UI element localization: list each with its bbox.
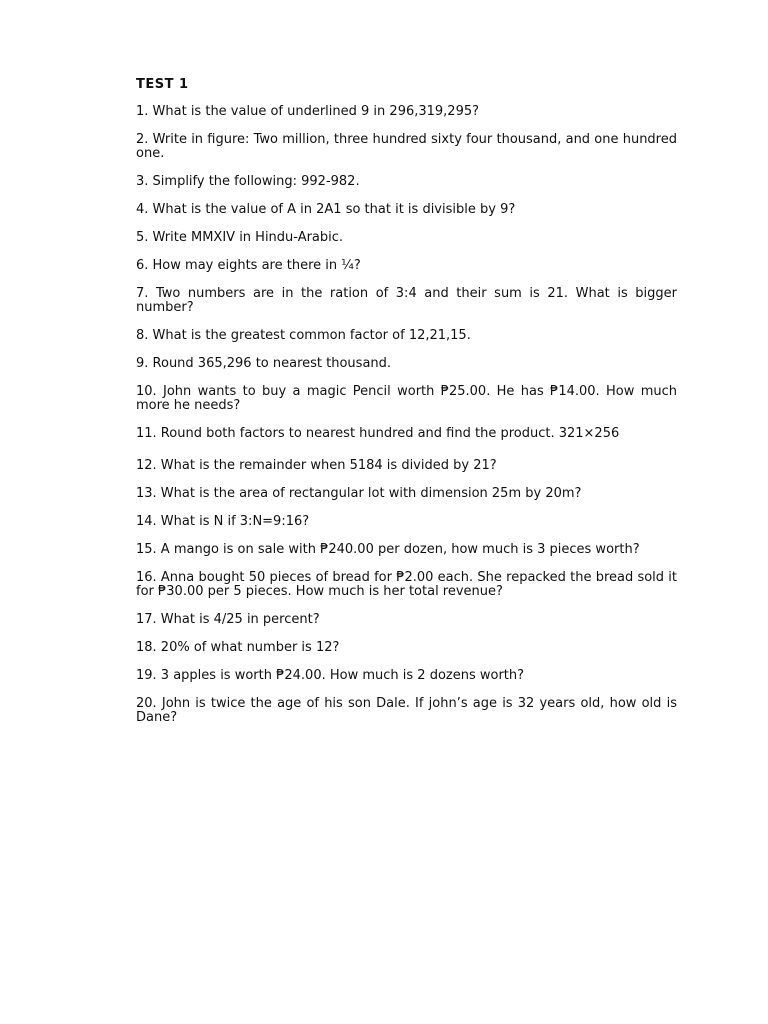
question-3: 3. Simplify the following: 992-982. — [136, 174, 360, 189]
question-16: 16. Anna bought 50 pieces of bread for ₱2.00 each. She repacked the bread sold it for ₱30.00 per 5 pieces. How much is her total revenue? — [136, 570, 677, 599]
question-20: 20. John is twice the age of his son Dale. If john’s age is 32 years old, how old is Dane? — [136, 696, 677, 725]
question-13: 13. What is the area of rectangular lot with dimension 25m by 20m? — [136, 486, 582, 501]
question-15: 15. A mango is on sale with ₱240.00 per dozen, how much is 3 pieces worth? — [136, 542, 640, 557]
question-12: 12. What is the remainder when 5184 is divided by 21? — [136, 458, 497, 473]
document-page — [136, 77, 677, 739]
question-18: 18. 20% of what number is 12? — [136, 640, 340, 655]
question-11: 11. Round both factors to nearest hundred and find the product. 321×256 — [136, 426, 620, 441]
question-6: 6. How may eights are there in ¼? — [136, 258, 361, 273]
question-10: 10. John wants to buy a magic Pencil worth ₱25.00. He has ₱14.00. How much more he needs? — [136, 384, 677, 413]
question-17: 17. What is 4/25 in percent? — [136, 612, 320, 627]
question-5: 5. Write MMXIV in Hindu-Arabic. — [136, 230, 344, 245]
page-title: TEST 1 — [136, 77, 189, 92]
question-4: 4. What is the value of A in 2A1 so that it is divisible by 9? — [136, 202, 516, 217]
question-8: 8. What is the greatest common factor of 12,21,15. — [136, 328, 471, 343]
question-19: 19. 3 apples is worth ₱24.00. How much is 2 dozens worth? — [136, 668, 525, 683]
question-7: 7. Two numbers are in the ration of 3:4 and their sum is 21. What is bigger number? — [136, 286, 677, 315]
question-9: 9. Round 365,296 to nearest thousand. — [136, 356, 392, 371]
question-2: 2. Write in figure: Two million, three hundred sixty four thousand, and one hundred one. — [136, 132, 677, 161]
question-14: 14. What is N if 3:N=9:16? — [136, 514, 310, 529]
question-1: 1. What is the value of underlined 9 in 296,319,295? — [136, 104, 480, 119]
